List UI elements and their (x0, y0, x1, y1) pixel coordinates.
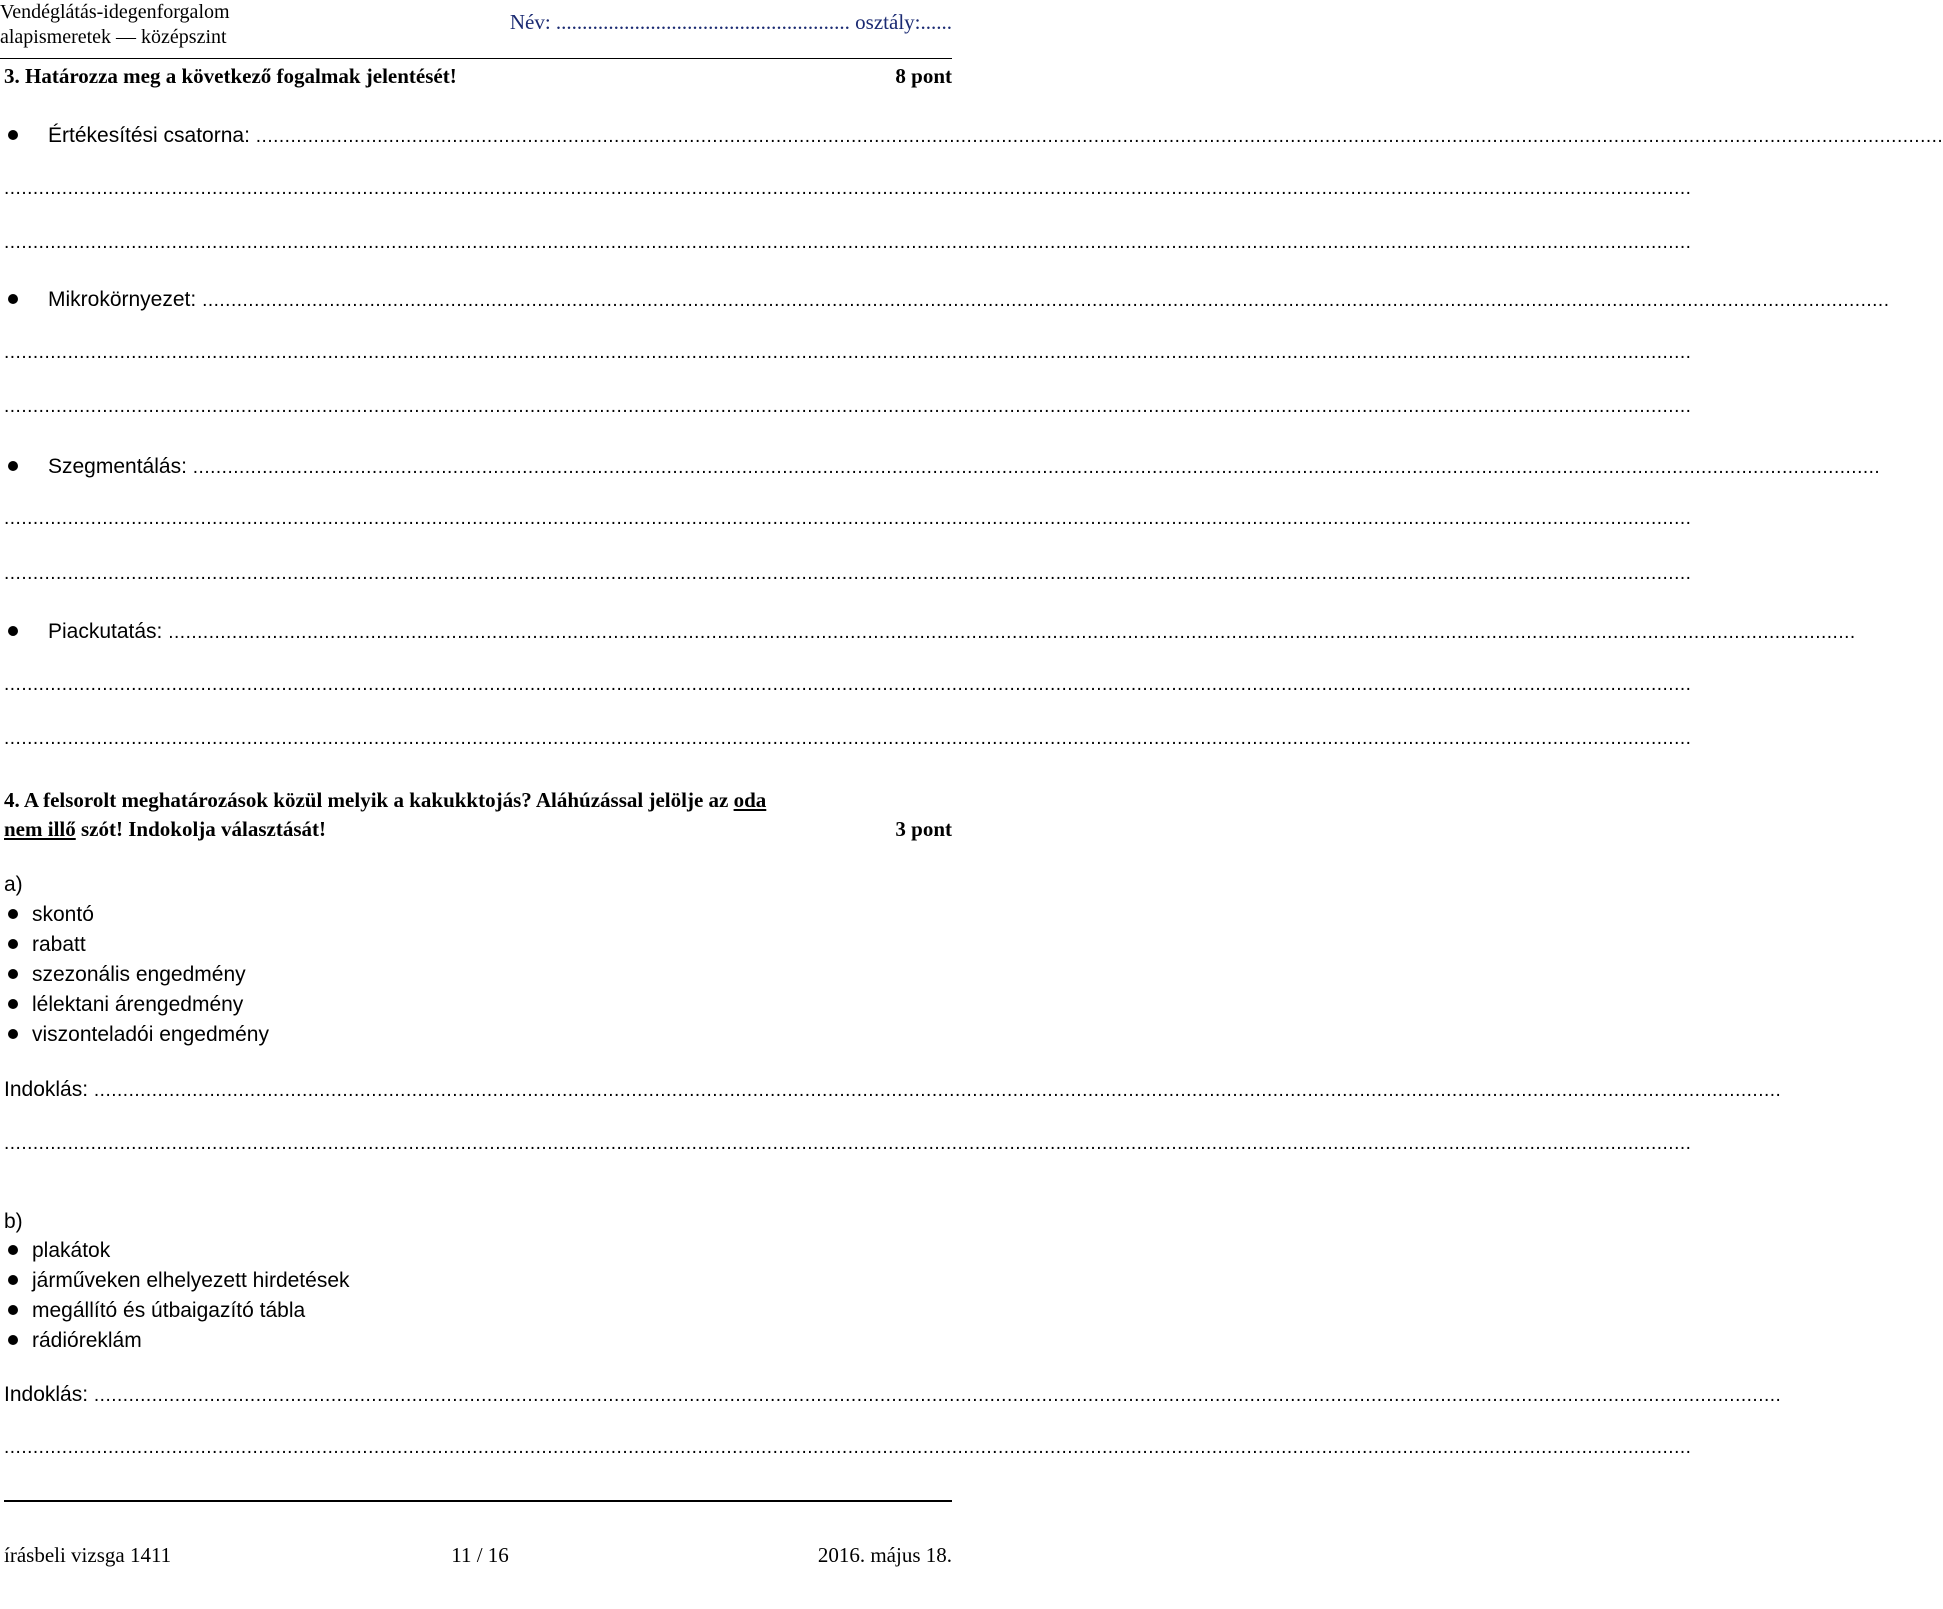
group-a-options (4, 900, 269, 1050)
answer-dots[interactable]: .................................................................................................................................................................................................................................................................................................... (192, 457, 1881, 478)
answer-dots[interactable]: .................................................................................................................................................................................................................................................................................................... (255, 126, 1943, 147)
answer-line[interactable]: .................................................................................................................................................................................................................................................................................................... (4, 396, 1692, 417)
reason-label: Indoklás: (4, 1383, 89, 1406)
option-label: rádióreklám (32, 1329, 142, 1352)
answer-line[interactable]: .................................................................................................................................................................................................................................................................................................... (4, 1437, 1692, 1458)
option-item[interactable] (4, 930, 269, 960)
answer-line[interactable]: .................................................................................................................................................................................................................................................................................................... (4, 1133, 1692, 1154)
task3-title: 3. Határozza meg a következő fogalmak jelentését! (4, 64, 457, 88)
footer-exam-code: írásbeli vizsga 1411 (4, 1543, 172, 1567)
header-subject-line2: alapismeretek — középszint (0, 26, 227, 48)
answer-line[interactable]: .................................................................................................................................................................................................................................................................................................... (4, 728, 1692, 749)
task4-points: 3 pont (895, 817, 952, 841)
answer-dots[interactable]: .................................................................................................................................................................................................................................................................................................... (93, 1080, 1782, 1101)
bullet-icon (8, 294, 18, 304)
footer-date: 2016. május 18. (817, 1543, 952, 1567)
option-label: skontó (32, 903, 94, 926)
option-label: megállító és útbaigazító tábla (32, 1299, 306, 1322)
task4-title-underlined: oda (733, 788, 767, 812)
header-name-class: Név: ........................................................ osztály:...... (509, 10, 952, 34)
task4-title-underlined: nem illő (4, 817, 76, 841)
task3-term-row (4, 124, 1943, 148)
bullet-icon (8, 999, 18, 1009)
option-item[interactable] (4, 1266, 350, 1296)
task4-title-text: 4. A felsorolt meghatározások közül melyik a kakukktojás? Aláhúzással jelölje az (4, 788, 729, 812)
task3-term-label: Piackutatás: (48, 620, 163, 643)
group-b-label: b) (4, 1210, 23, 1233)
option-item[interactable] (4, 900, 269, 930)
option-item[interactable] (4, 1326, 350, 1356)
task3-term-label: Mikrokörnyezet: (48, 288, 197, 311)
answer-line[interactable]: .................................................................................................................................................................................................................................................................................................... (4, 674, 1692, 695)
group-b-reason-row (4, 1383, 1782, 1407)
option-label: rabatt (32, 933, 86, 956)
bullet-icon (8, 626, 18, 636)
option-item[interactable] (4, 1020, 269, 1050)
answer-line[interactable]: .................................................................................................................................................................................................................................................................................................... (4, 508, 1692, 529)
header-divider (0, 58, 952, 59)
group-b-options (4, 1236, 350, 1356)
answer-line[interactable]: .................................................................................................................................................................................................................................................................................................... (4, 563, 1692, 584)
option-item[interactable] (4, 1296, 350, 1326)
header-subject (0, 0, 230, 50)
bullet-icon (8, 939, 18, 949)
bullet-icon (8, 1275, 18, 1285)
option-item[interactable] (4, 960, 269, 990)
option-label: lélektani árengedmény (32, 993, 244, 1016)
task3-points: 8 pont (895, 64, 952, 88)
task3-term-row (4, 620, 1856, 644)
group-a-label: a) (4, 873, 23, 896)
option-item[interactable] (4, 1236, 350, 1266)
answer-dots[interactable]: .................................................................................................................................................................................................................................................................................................... (168, 622, 1856, 643)
footer-page-number: 11 / 16 (451, 1543, 509, 1567)
task3-term-row (4, 455, 1881, 479)
bullet-icon (8, 969, 18, 979)
bullet-icon (8, 1245, 18, 1255)
answer-line[interactable]: .................................................................................................................................................................................................................................................................................................... (4, 342, 1692, 363)
bullet-icon (8, 461, 18, 471)
option-label: szezonális engedmény (32, 963, 246, 986)
task3-term-label: Értékesítési csatorna: (48, 124, 250, 147)
option-label: plakátok (32, 1239, 111, 1262)
answer-dots[interactable]: .................................................................................................................................................................................................................................................................................................... (93, 1385, 1782, 1406)
header-subject-line1: Vendéglátás-idegenforgalom (0, 1, 230, 23)
group-a-reason-row (4, 1078, 1782, 1102)
answer-dots[interactable]: .................................................................................................................................................................................................................................................................................................... (202, 290, 1890, 311)
task4-title-line1 (4, 788, 766, 813)
reason-label: Indoklás: (4, 1078, 89, 1101)
footer-divider (4, 1500, 952, 1502)
bullet-icon (8, 130, 18, 140)
task3-term-label: Szegmentálás: (48, 455, 187, 478)
task4-title-text: szót! Indokolja választását! (81, 817, 326, 841)
option-item[interactable] (4, 990, 269, 1020)
bullet-icon (8, 1305, 18, 1315)
answer-line[interactable]: .................................................................................................................................................................................................................................................................................................... (4, 178, 1692, 199)
bullet-icon (8, 1335, 18, 1345)
task3-term-row (4, 288, 1890, 312)
option-label: járműveken elhelyezett hirdetések (32, 1269, 350, 1292)
task4-title-line2 (4, 817, 326, 842)
answer-line[interactable]: .................................................................................................................................................................................................................................................................................................... (4, 232, 1692, 253)
bullet-icon (8, 909, 18, 919)
bullet-icon (8, 1029, 18, 1039)
option-label: viszonteladói engedmény (32, 1023, 269, 1046)
